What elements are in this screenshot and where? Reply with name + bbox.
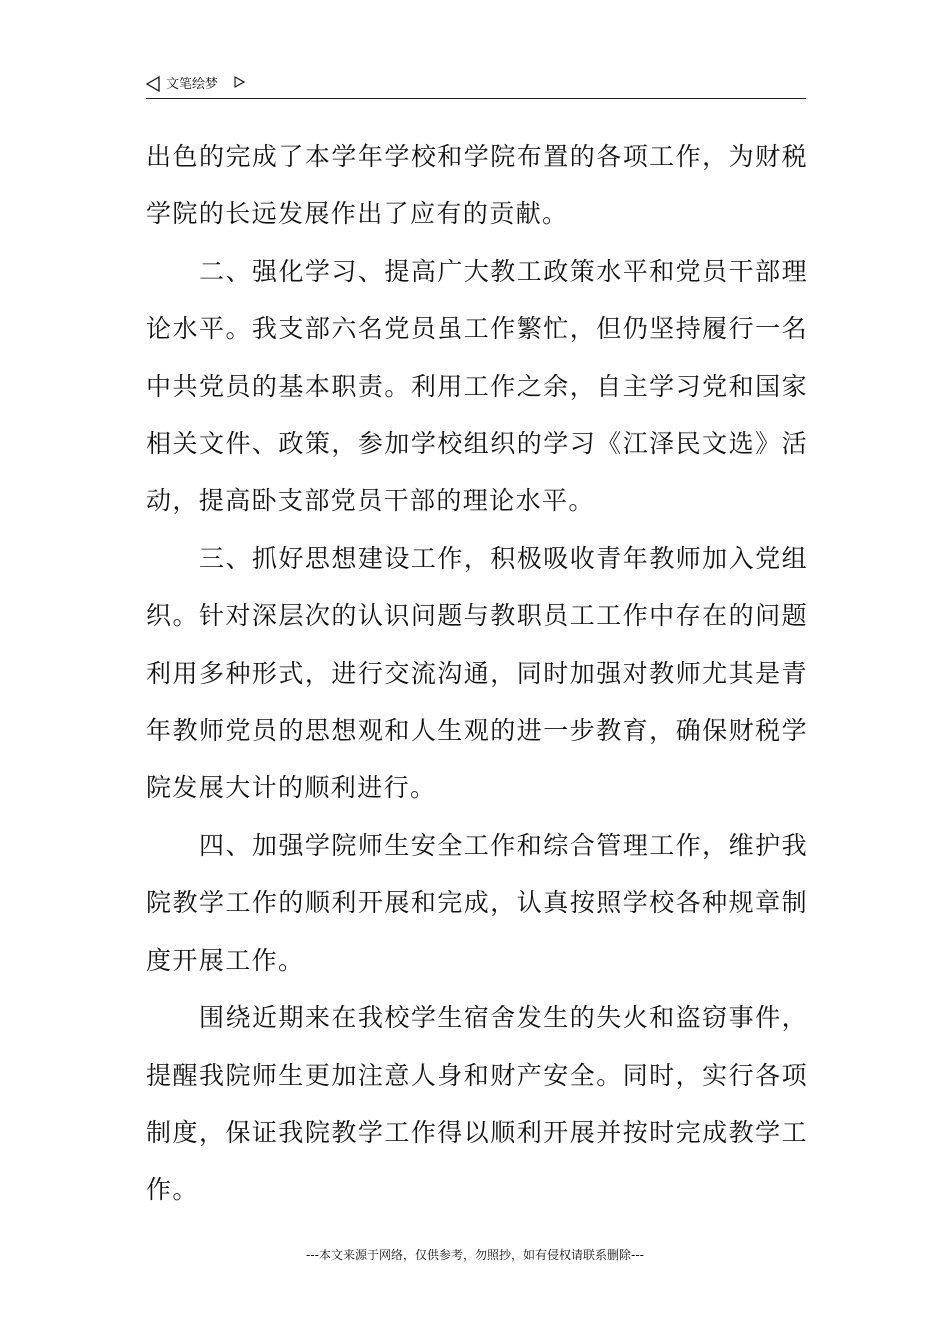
header-title: 文笔绘梦: [166, 77, 219, 92]
triangle-right-outline-icon: [234, 76, 245, 88]
paragraph-3: 三、抓好思想建设工作，积极吸收青年教师加入党组织。针对深层次的认识问题与教职员工工作中存在的问题利用多种形式，进行交流沟通，同时加强对教师尤其是青年教师党员的思想观和人生观的进一步教育，确保财税学院发展大计的顺利进行。: [146, 543, 808, 803]
paragraph-2: 二、强化学习、提高广大教工政策水平和党员干部理论水平。我支部六名党员虽工作繁忙，但仍坚持履行一名中共党员的基本职责。利用工作之余，自主学习党和国家相关文件、政策，参加学校组织的学习《江泽民文选》活动，提高卧支部党员干部的理论水平。: [146, 256, 808, 516]
paragraph-5: 围绕近期来在我校学生宿舍发生的失火和盗窃事件，提醒我院师生更加注意人身和财产安全。同时，实行各项制度，保证我院教学工作得以顺利开展并按时完成教学工作。: [146, 1003, 808, 1205]
page-header: [146, 74, 806, 99]
paragraph-4: 四、加强学院师生安全工作和综合管理工作，维护我院教学工作的顺利开展和完成，认真按照学校各种规章制度开展工作。: [146, 830, 808, 975]
page-footer: ---本文来源于网络，仅供参考，勿照抄，如有侵权请联系删除---: [306, 1248, 644, 1262]
paragraph-1: 出色的完成了本学年学校和学院布置的各项工作，为财税学院的长远发展作出了应有的贡献。: [146, 142, 808, 229]
triangle-left-outline-icon: [146, 76, 160, 92]
document-body: [146, 128, 808, 1219]
